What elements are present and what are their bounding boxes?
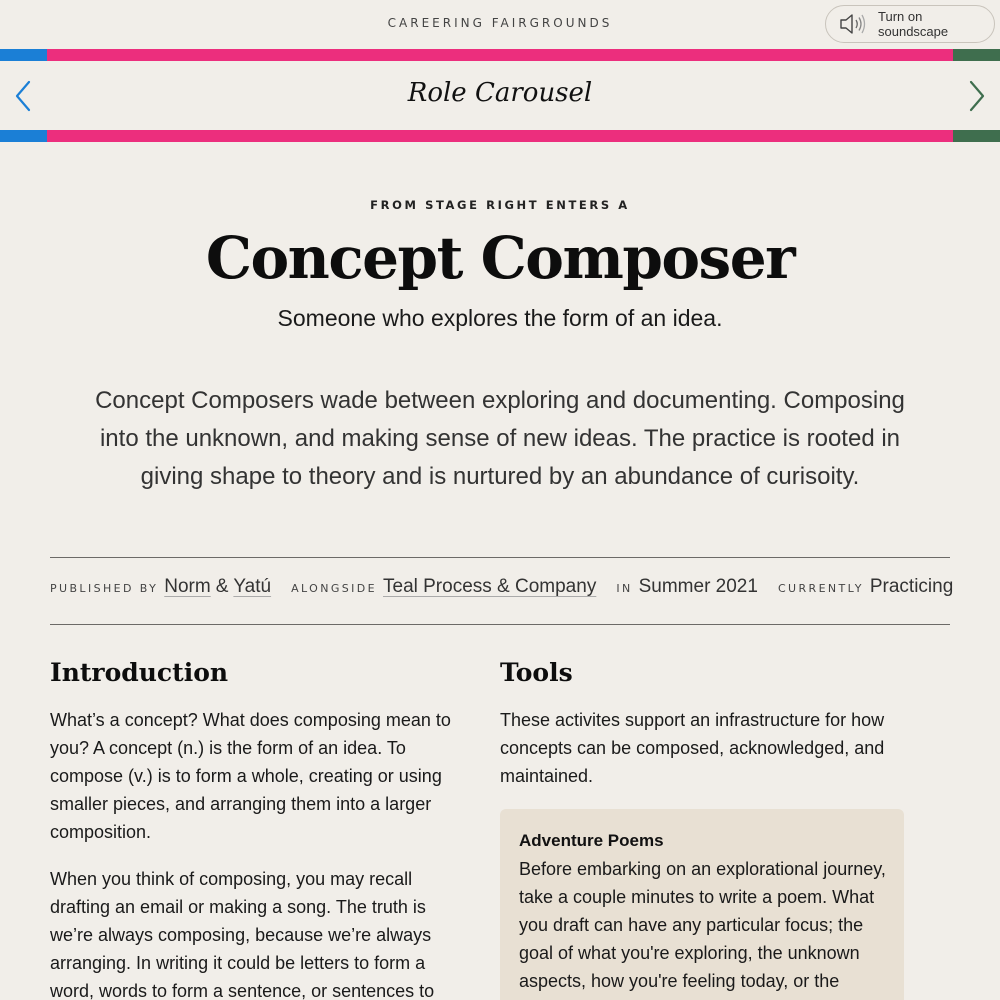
tool-card-body: Before embarking on an explorational journey, take a couple minutes to write a poem. What you draft can have any particular focus; the goal of what you're exploring, the unknown aspects, how you're feeling today, or the [519, 859, 886, 991]
site-title[interactable]: CAREERING FAIRGROUNDS [387, 16, 613, 30]
carousel-title: Role Carousel [407, 78, 593, 108]
in-label: IN [616, 582, 633, 595]
divider [50, 557, 950, 558]
alongside-label: ALONGSIDE [291, 582, 377, 595]
partner-link[interactable]: Teal Process & Company [383, 576, 597, 597]
introduction-paragraph: What’s a concept? What does composing mean to you? A concept (n.) is the form of an idea. To compose (v.) is to form a whole, creating or using smaller pieces, and arranging them into a larger composition. [50, 710, 451, 842]
carousel-stripe-top [0, 49, 1000, 61]
role-lede: Concept Composers wade between exploring and documenting. Composing into the unknown, and making sense of new ideas. The practice is rooted in giving shape to theory and is nurtured by an abundance of curisoity. [95, 387, 905, 490]
tool-card-title: Adventure Poems [519, 831, 664, 850]
author-link-yatu[interactable]: Yatú [233, 576, 272, 597]
author-separator: & [215, 576, 229, 597]
introduction-paragraph: When you think of composing, you may recall drafting an email or making a song. The truth is we’re always composing, because we’re always arranging. In writing it could be letters to form a word, words to form a sentence, or sentences to [50, 869, 435, 1000]
page-title: Concept Composer [205, 224, 795, 292]
soundscape-toggle-button[interactable] [825, 5, 995, 43]
role-subtitle: Someone who explores the form of an idea. [277, 305, 723, 331]
season-value: Summer 2021 [638, 576, 758, 597]
currently-label: CURRENTLY [777, 582, 864, 595]
tools-heading: Tools [500, 658, 573, 687]
speaker-icon [838, 12, 868, 36]
tool-card-adventure-poems [500, 809, 904, 1000]
tools-intro: These activites support an infrastructure for how concepts can be composed, acknowledged, and maintained. [500, 710, 885, 786]
carousel-stripe-bottom [0, 130, 1000, 142]
author-link-norm[interactable]: Norm [164, 576, 211, 597]
role-kicker: FROM STAGE RIGHT ENTERS A [370, 198, 630, 212]
status-value: Practicing [869, 576, 954, 597]
top-bar [0, 0, 1000, 48]
soundscape-label: Turn on soundscape [878, 9, 949, 39]
chevron-right-icon [966, 79, 988, 113]
published-by-label: PUBLISHED BY [50, 582, 159, 595]
role-carousel [0, 61, 1000, 130]
publication-meta [50, 576, 973, 606]
introduction-heading: Introduction [50, 658, 229, 687]
carousel-next-button[interactable] [966, 79, 988, 113]
divider [50, 624, 950, 625]
